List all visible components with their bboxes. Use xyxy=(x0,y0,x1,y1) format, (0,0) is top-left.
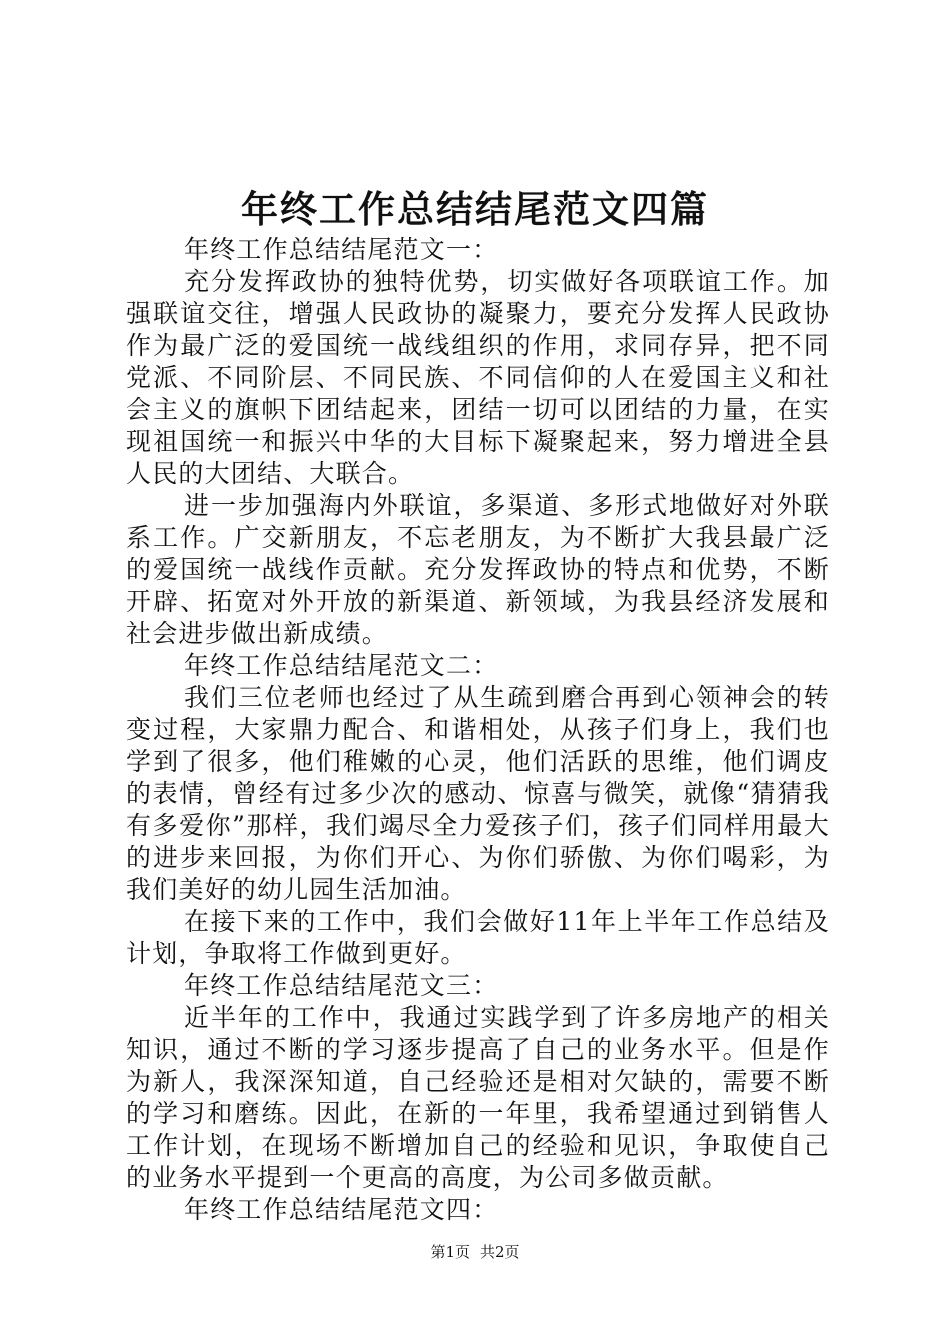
page-number: 第1页 xyxy=(430,1243,470,1261)
section-heading-4: 年终工作总结结尾范文四： xyxy=(184,1195,499,1224)
paragraph: 在接下来的工作中，我们会做好11年上半年工作总结及计划，争取将工作做到更好。 xyxy=(126,907,830,968)
section-heading-1: 年终工作总结结尾范文一： xyxy=(184,235,499,264)
paragraph: 我们三位老师也经过了从生疏到磨合再到心领神会的转变过程，大家鼎力配合、和谐相处，从孩子们身上，我们也学到了很多，他们稚嫩的心灵，他们活跃的思维，他们调皮的表情，曾经有过多少次的感动、惊喜与微笑，就像“猜猜我有多爱你”那样，我们竭尽全力爱孩子们，孩子们同样用最大的进步来回报，为你们开心、为你们骄傲、为你们喝彩，为我们美好的幼儿园生活加油。 xyxy=(126,683,830,904)
document-title: 年终工作总结结尾范文四篇 xyxy=(241,187,709,231)
document-body xyxy=(126,234,830,1226)
section-heading-2: 年终工作总结结尾范文二： xyxy=(184,651,499,680)
paragraph: 近半年的工作中，我通过实践学到了许多房地产的相关知识，通过不断的学习逐步提高了自己的业务水平。但是作为新人，我深深知道，自己经验还是相对欠缺的，需要不断的学习和磨练。因此，在新的一年里，我希望通过到销售人工作计划，在现场不断增加自己的经验和见识，争取使自己的业务水平提到一个更高的高度，为公司多做贡献。 xyxy=(126,1003,830,1192)
page-total: 共2页 xyxy=(480,1243,520,1261)
paragraph: 进一步加强海内外联谊，多渠道、多形式地做好对外联系工作。广交新朋友，不忘老朋友，为不断扩大我县最广泛的爱国统一战线作贡献。充分发挥政协的特点和优势，不断开辟、拓宽对外开放的新渠道、新领域，为我县经济发展和社会进步做出新成绩。 xyxy=(126,491,830,648)
paragraph: 充分发挥政协的独特优势，切实做好各项联谊工作。加强联谊交往，增强人民政协的凝聚力，要充分发挥人民政协作为最广泛的爱国统一战线组织的作用，求同存异，把不同党派、不同阶层、不同民族、不同信仰的人在爱国主义和社会主义的旗帜下团结起来，团结一切可以团结的力量，在实现祖国统一和振兴中华的大目标下凝聚起来，努力增进全县人民的大团结、大联合。 xyxy=(126,267,830,488)
section-heading-3: 年终工作总结结尾范文三： xyxy=(184,971,499,1000)
page-footer xyxy=(0,1242,950,1262)
